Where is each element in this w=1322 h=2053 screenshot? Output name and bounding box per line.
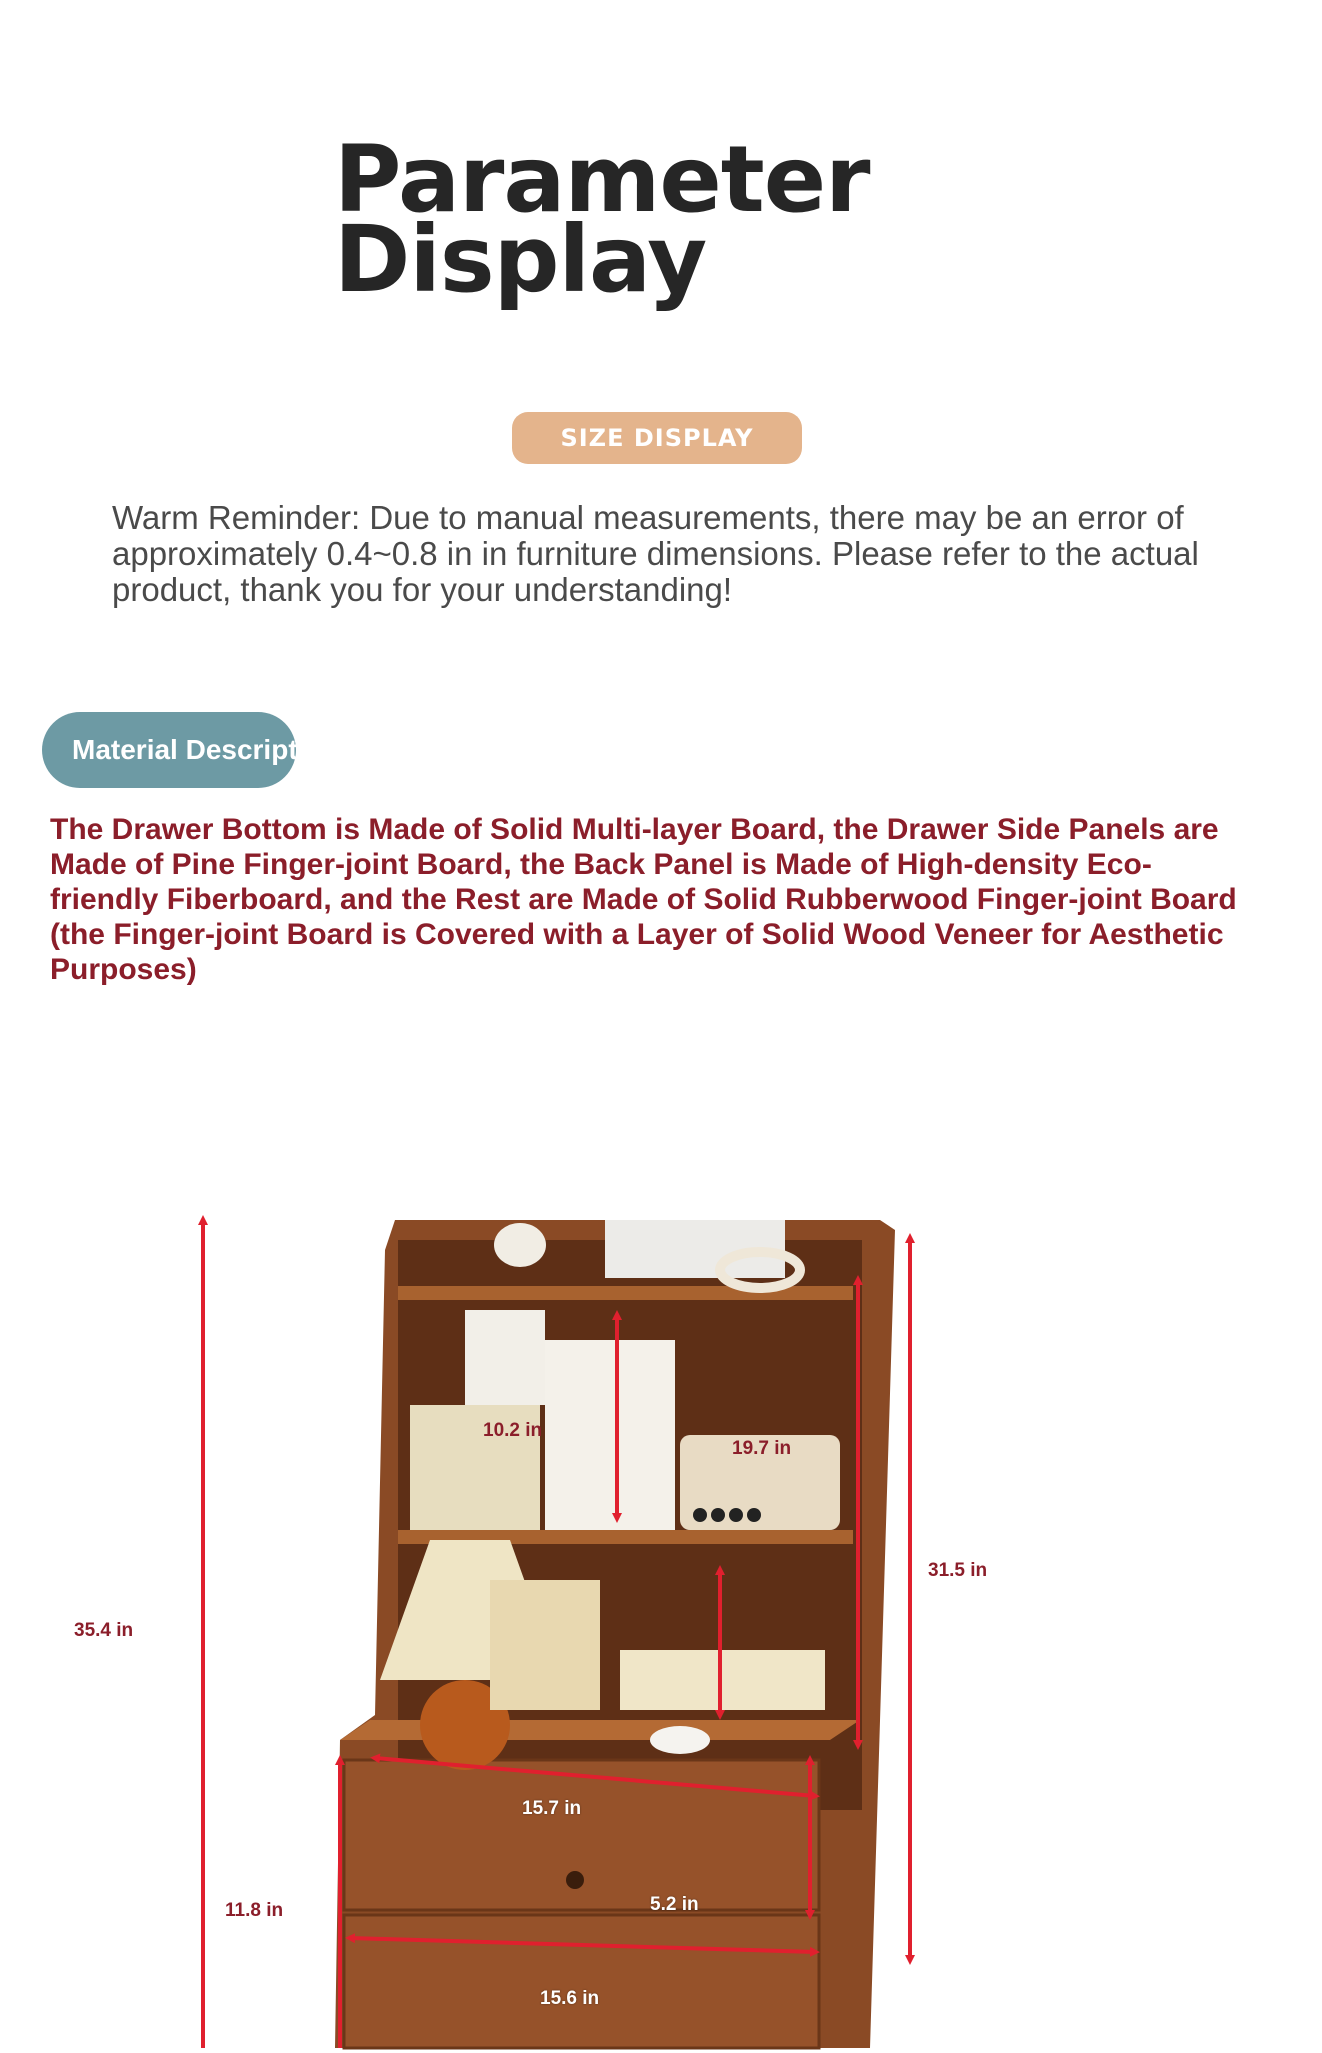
material-description-text: The Drawer Bottom is Made of Solid Multi-layer Board, the Drawer Side Panels are Made of Pine Finger-joint Board, the Back Panel is Made of High-density Eco-friendly Fiberboard, and the Rest are Made of Solid Rubberwood Finger-joint Board (the Finger-joint Board is Covered with a Layer of Solid Wood Veneer for Aesthetic Purposes) [50,813,1237,986]
top-width-label: 15.7 in [522,1798,582,1819]
bottom-width-label: 15.6 in [540,1988,600,2009]
total-height-label: 35.4 in [74,1620,134,1641]
page-title: Parameter Display [334,126,870,313]
drawer-height-label: 5.2 in [650,1894,699,1915]
warm-reminder-text: Warm Reminder: Due to manual measurements, there may be an error of approximately 0.4~0.8 in in furniture dimensions. Please refer to the actual product, thank you for your understanding! [112,499,1199,608]
shelf-depth-label: 19.7 in [732,1438,792,1459]
shelf-gap-label: 10.2 in [483,1420,543,1441]
material-description-badge: Material Description: [42,712,296,788]
nightstand-illustration [0,1180,1322,2048]
bottom-height-label: 11.8 in [225,1900,284,1921]
product-dimension-diagram [0,1180,1322,2048]
size-display-badge: SIZE DISPLAY [512,412,802,464]
upper-height-label: 31.5 in [928,1560,988,1581]
